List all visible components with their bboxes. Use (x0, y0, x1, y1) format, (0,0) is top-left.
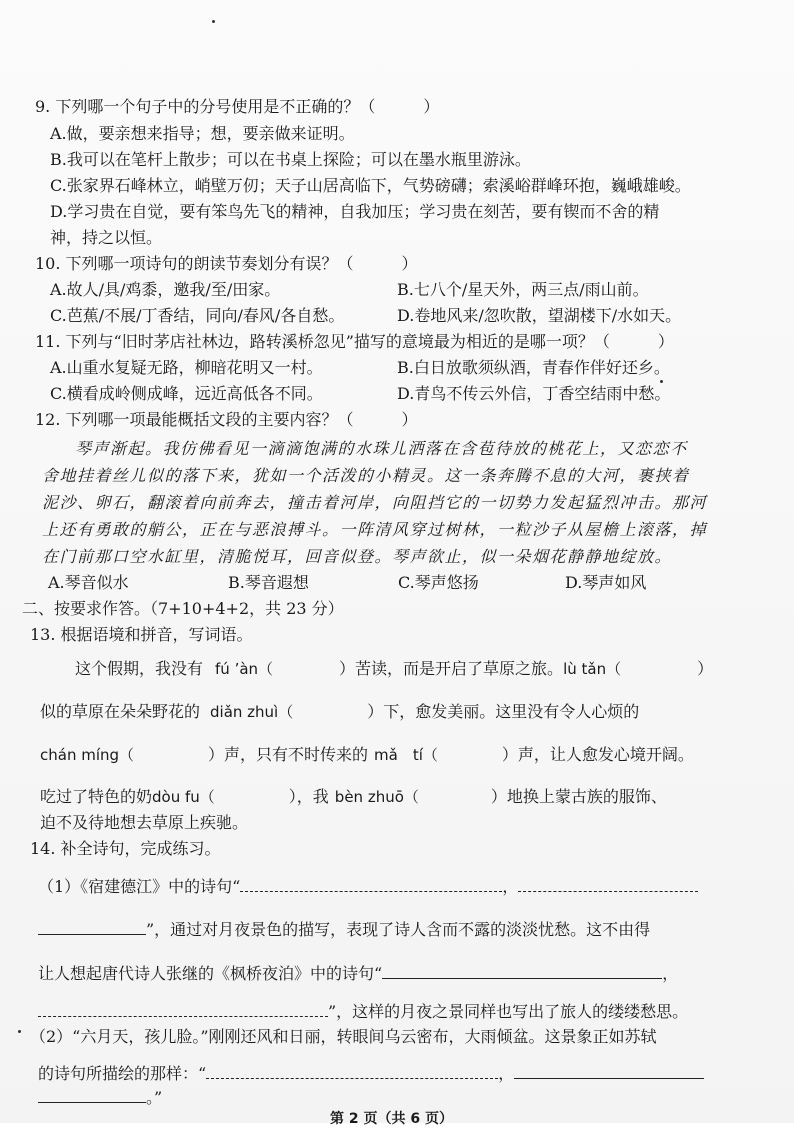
q14-part1-line-3 (38, 962, 678, 985)
q9-option-c: C.张家界石峰林立，峭壁万仞；天子山居高临下，气势磅礴；索溪峪群峰环抱，巍峨雄峻。 (50, 176, 691, 195)
q13-text: 似的草原在朵朵野花的 (40, 702, 201, 721)
q9-option-d: D.学习贵在自觉，要有笨鸟先飞的精神，自我加压；学习贵在刻苦，要有锲而不舍的精 (50, 202, 660, 221)
q13-line-4 (40, 786, 667, 808)
q10-option-d: D.卷地风来/忽吹散，望湖楼下/水如天。 (397, 306, 682, 325)
q12-option-a: A.琴音似水 (48, 573, 129, 592)
q12-passage-line: 琴声渐起。我仿佛看见一滴滴饱满的水珠儿洒落在含苞待放的桃花上，又恋恋不 (75, 439, 688, 458)
q10-stem: 10. 下列哪一项诗句的朗读节奏划分有误？（ ） (35, 254, 418, 273)
q10-option-c: C.芭蕉/不展/丁香结，同向/春风/各自愁。 (50, 306, 345, 325)
q14-text: ”，通过对月夜景色的描写，表现了诗人含而不露的淡淡忧愁。这不由得 (146, 920, 651, 939)
q12-passage-line: 舍地挂着丝儿似的落下来，犹如一个活泼的小精灵。这一条奔腾不息的大河，裹挟着 (42, 466, 690, 485)
q14-part2-line-2 (38, 1062, 704, 1085)
q11-option-d: D.青鸟不传云外信，丁香空结雨中愁。 (397, 384, 671, 403)
q14-stem: 14. 补全诗句，完成练习。 (30, 839, 221, 858)
q9-option-a: A.做，要亲想来指导；想，要亲做来证明。 (50, 124, 355, 143)
q14-text: ， (662, 964, 679, 983)
q13-line-2 (40, 701, 639, 723)
page-footer: 第 2 页（共 6 页） (330, 1111, 453, 1127)
q14-text: 让人想起唐代诗人张继的《枫桥夜泊》中的诗句“ (38, 964, 383, 983)
q14-text: ， (502, 877, 519, 896)
q13-pinyin-mati: mǎ tí（ (374, 746, 438, 764)
scan-speck (18, 1030, 21, 1033)
q13-text: 吃过了特色的奶 (40, 787, 153, 806)
q13-line-1 (75, 658, 713, 680)
q12-passage-line: 在门前那口空水缸里，清脆悦耳，回音似登。琴声欲止，似一朵烟花静静地绽放。 (42, 547, 673, 566)
q11-option-a: A.山重水复疑无路，柳暗花明又一村。 (50, 358, 323, 377)
q10-option-b: B.七八个/星天外，两三点/雨山前。 (397, 280, 649, 299)
q12-stem: 12. 下列哪一项最能概括文段的主要内容？（ ） (35, 410, 418, 429)
poem-answer-blank[interactable] (240, 875, 502, 892)
q13-text: ）地换上蒙古族的服饰、 (490, 787, 667, 806)
poem-answer-blank[interactable] (514, 1062, 704, 1079)
q13-pinyin-dianzhui: diǎn zhuì（ (210, 703, 294, 721)
q14-part1-line-2 (38, 918, 650, 941)
q13-pinyin-lutan: lù tǎn（ (563, 660, 622, 678)
q14-part2-line-3 (38, 1086, 162, 1109)
q14-part1-line-1 (38, 875, 698, 898)
q12-passage-line: 上还有勇敢的艄公，正在与恶浪搏斗。一阵清风穿过树林，一粒沙子从屋檐上滚落，掉 (42, 520, 708, 539)
poem-answer-blank[interactable] (38, 918, 146, 935)
poem-answer-blank[interactable] (38, 1086, 146, 1103)
q14-part2-line-1: （2）“六月天，孩儿脸。”刚刚还风和日丽，转眼间乌云密布，大雨倾盆。这景象正如苏轼 (30, 1027, 657, 1046)
q11-option-b: B.白日放歌须纵酒，青春作伴好还乡。 (397, 358, 670, 377)
poem-answer-blank[interactable] (206, 1062, 498, 1079)
scan-speck (212, 20, 215, 23)
q14-part1-line-4 (38, 1000, 688, 1023)
q13-text: ）下，愈发美丽。这里没有令人心烦的 (367, 702, 640, 721)
q13-text: ） (697, 659, 714, 678)
q13-text: ）声，让人愈发心境开阔。 (501, 745, 694, 764)
q13-text: ）声，只有不时传来的 (208, 745, 369, 764)
q13-pinyin-benzhuo: bèn zhuō（ (334, 788, 419, 806)
q14-text: 的诗句所描绘的那样：“ (38, 1064, 207, 1083)
q13-text: 这个假期，我没有 (75, 659, 204, 678)
q12-option-c: C.琴声悠扬 (398, 573, 479, 592)
q13-pinyin-chanming: chán míng（ (40, 746, 135, 764)
q9-option-d-cont: 神，持之以恒。 (50, 228, 163, 247)
q12-passage-line: 泥沙、卵石，翻滚着向前奔去，撞击着河岸，向阻挡它的一切势力发起猛烈冲击。那河 (42, 493, 708, 512)
poem-answer-blank[interactable] (518, 875, 698, 892)
q11-option-c: C.横看成岭侧成峰，远近高低各不同。 (50, 384, 323, 403)
q13-text: ），我 (288, 787, 329, 806)
q10-option-a: A.故人/具/鸡黍，邀我/至/田家。 (50, 280, 281, 299)
q14-text: 。” (146, 1088, 163, 1107)
q13-line-5: 迫不及待地想去草原上疾驰。 (40, 813, 249, 832)
q11-stem: 11. 下列与“旧时茅店社林边，路转溪桥忽见”描写的意境最为相近的是哪一项？（ ） (35, 332, 674, 351)
q12-option-d: D.琴声如风 (565, 573, 647, 592)
section-2-heading: 二、按要求作答。（7+10+4+2，共 23 分） (22, 599, 344, 618)
poem-answer-blank[interactable] (382, 962, 662, 979)
poem-answer-blank[interactable] (38, 1000, 328, 1017)
q14-text: ， (498, 1064, 515, 1083)
q9-option-b: B.我可以在笔杆上散步；可以在书桌上探险；可以在墨水瓶里游泳。 (50, 150, 531, 169)
q12-option-b: B.琴音遐想 (228, 573, 309, 592)
q13-pinyin-fuan: fú ’àn（ (215, 660, 274, 678)
q14-text: ”，这样的月夜之景同样也写出了旅人的缕缕愁思。 (328, 1002, 689, 1021)
q14-text: （1）《宿建德江》中的诗句“ (38, 877, 241, 896)
q9-stem: 9. 下列哪一个句子中的分号使用是不正确的？（ ） (35, 97, 440, 116)
q13-stem: 13. 根据语境和拼音，写词语。 (30, 625, 253, 644)
q13-pinyin-doufu: dòu fu（ (152, 788, 215, 806)
q13-line-3 (40, 744, 694, 766)
q13-text: ）苦读，而是开启了草原之旅。 (339, 659, 564, 678)
